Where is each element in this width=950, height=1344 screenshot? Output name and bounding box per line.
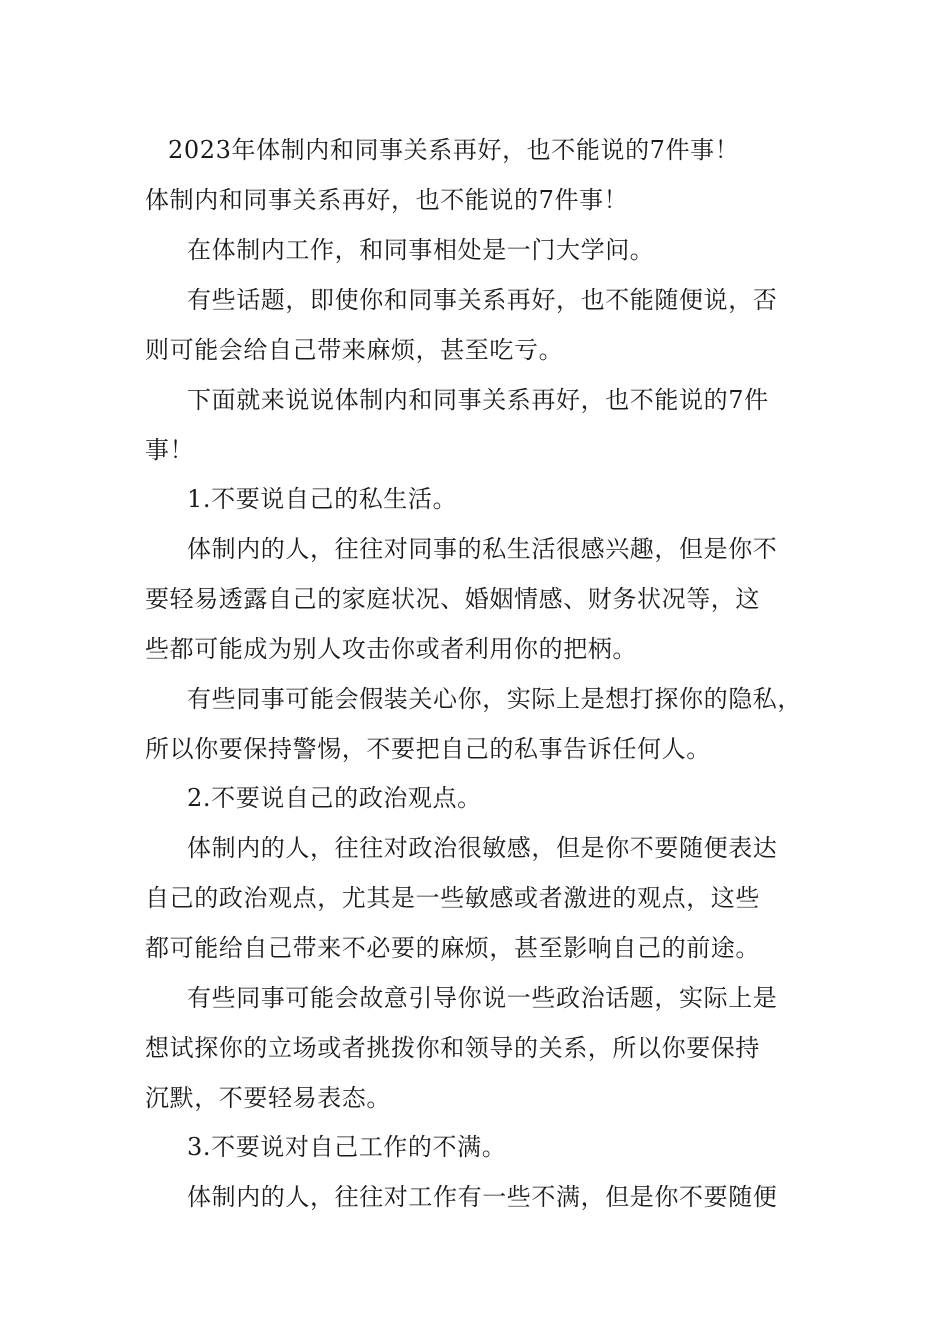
body-line: 有些同事可能会故意引导你说一些政治话题，实际上是 bbox=[187, 984, 778, 1012]
body-line: 下面就来说说体制内和同事关系再好，也不能说的7件 bbox=[187, 386, 769, 414]
body-line: 想试探你的立场或者挑拨你和领导的关系，所以你要保持 bbox=[145, 1034, 760, 1062]
body-line: 有些同事可能会假装关心你，实际上是想打探你的隐私， bbox=[187, 685, 802, 713]
body-line: 所以你要保持警惕，不要把自己的私事告诉任何人。 bbox=[145, 735, 711, 763]
section-heading: 3.不要说对自己工作的不满。 bbox=[187, 1133, 507, 1161]
body-line: 体制内的人，往往对政治很敏感，但是你不要随便表达 bbox=[187, 834, 778, 862]
body-line: 都可能给自己带来不必要的麻烦，甚至影响自己的前途。 bbox=[145, 934, 760, 962]
body-line: 体制内的人，往往对同事的私生活很感兴趣，但是你不 bbox=[187, 535, 778, 563]
body-line: 事！ bbox=[145, 436, 195, 464]
body-line: 在体制内工作，和同事相处是一门大学问。 bbox=[187, 236, 655, 264]
body-line: 沉默，不要轻易表态。 bbox=[145, 1084, 391, 1112]
section-heading: 2.不要说自己的政治观点。 bbox=[187, 784, 482, 812]
body-line: 则可能会给自己带来麻烦，甚至吃亏。 bbox=[145, 336, 564, 364]
body-line: 些都可能成为别人攻击你或者利用你的把柄。 bbox=[145, 635, 637, 663]
section-heading: 1.不要说自己的私生活。 bbox=[187, 485, 458, 513]
document-title: 2023年体制内和同事关系再好，也不能说的7件事！ bbox=[168, 136, 740, 164]
document-subtitle: 体制内和同事关系再好，也不能说的7件事！ bbox=[145, 186, 629, 214]
body-line: 体制内的人，往往对工作有一些不满，但是你不要随便 bbox=[187, 1183, 778, 1211]
body-line: 有些话题，即使你和同事关系再好，也不能随便说，否 bbox=[187, 286, 778, 314]
body-line: 自己的政治观点，尤其是一些敏感或者激进的观点，这些 bbox=[145, 884, 760, 912]
body-line: 要轻易透露自己的家庭状况、婚姻情感、财务状况等，这 bbox=[145, 585, 760, 613]
